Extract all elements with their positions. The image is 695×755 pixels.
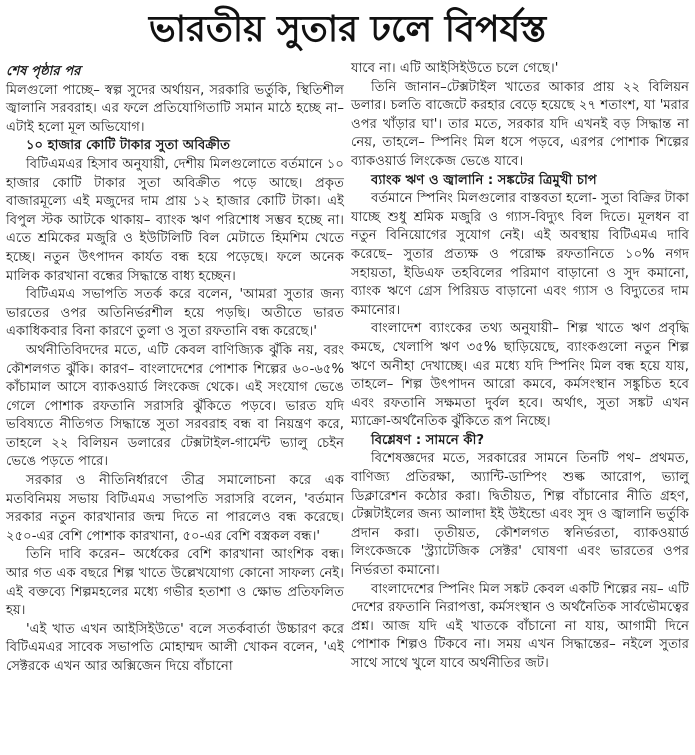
paragraph: বিটিএমএ সভাপতি সতর্ক করে বলেন, 'আমরা সুতার জন্য ভারতের ওপর অতিনির্ভরশীল হয়ে পড়ছি। অতীতে ভারত একাধিকবার বিনা কারণে তুলা ও সুতা রফতানি বন্ধ করেছে।'	[6, 287, 344, 340]
paragraph: তিনি জানান–টেক্সটাইল খাতের আকার প্রায় ২২ বিলিয়ন ডলার। চলতি বাজেটে করহার বেড়ে হয়েছে ২৭ শতাংশ, যা 'মরার ওপর খাঁড়ার ঘা'। তার মতে, সরকার যদি এখনই বড় সিদ্ধান্ত না নেয়, তাহলে– স্পিনিং মিল ধসে পড়বে, এরপর পোশাক শিল্পের ব্যাকওয়ার্ড লিংকেজ ভেঙে যাবে।	[351, 79, 689, 169]
paragraph: বাংলাদেশ ব্যাংকের তথ্য অনুযায়ী– শিল্প খাতে ঋণ প্রবৃদ্ধি কমছে, খেলাপি ঋণ ৩৫% ছাড়িয়েছে, ব্যাংকগুলো নতুন শিল্প ঋণে অনীহা দেখাচ্ছে। এর মধ্যে যদি স্পিনিং মিল বন্ধ হয়ে যায়, তাহলে– শিল্প উৎপাদন আরো কমবে, কর্মসংস্থান সঙ্কুচিত হবে এবং রফতানি সক্ষমতা দুর্বল হবে। অর্থাৎ, সুতা সঙ্কট এখন ম্যাক্রো-অর্থনৈতিক ঝুঁকিতে রূপ নিচ্ছে।	[351, 321, 689, 430]
paragraph: বিটিএমএর হিসাব অনুযায়ী, দেশীয় মিলগুলোতে বর্তমানে ১০ হাজার কোটি টাকার সুতা অবিক্রীত পড়ে আছে। প্রকৃত বাজারমূল্যে এই মজুদের দাম প্রায় ১২ হাজার কোটি টাকা। এই বিপুল স্টক আটকে থাকায়– ব্যাংক ঋণ পরিশোধ সম্ভব হচ্ছে না। এতে শ্রমিকের মজুরি ও ইউটিলিটি বিল মেটাতে হিমশিম খেতে হচ্ছে। নতুন উৎপাদন কার্যত বন্ধ হয়ে পড়েছে। ফলে অনেক মালিক কারখানা বন্ধের সিদ্ধান্তে বাধ্য হচ্ছেন।	[6, 156, 344, 284]
subheading: ব্যাংক ঋণ ও জ্বালানি : সঙ্কটের ত্রিমুখী চাপ	[371, 172, 597, 188]
subheading: বিশ্লেষণ : সামনে কী?	[371, 432, 484, 448]
right-column	[351, 60, 689, 674]
subheading: ১০ হাজার কোটি টাকার সুতা অবিক্রীত	[26, 138, 231, 154]
paragraph: মিলগুলো পাচ্ছে– স্বল্প সুদের অর্থায়ন, সরকারি ভর্তুকি, স্থিতিশীল জ্বালানি সরবরাহ। এর ফলে প্রতিযোগিতাটি সমান মাঠে হচ্ছে না–এটাই হলো মূল অভিযোগ।	[6, 82, 344, 135]
paragraph: 'এই খাত এখন আইসিইউতে' বলে সতর্কবার্তা উচ্চারণ করে বিটিএমএর সাবেক সভাপতি মোহাম্মদ আলী খোকন বলেন, 'এই সেক্টরকে এখন আর অক্সিজেন দিয়ে বাঁচানো	[6, 621, 344, 674]
headline: ভারতীয় সুতার ঢলে বিপর্যস্ত	[148, 9, 547, 50]
paragraph: বিশেষজ্ঞদের মতে, সরকারের সামনে তিনটি পথ– প্রথমত, বাণিজ্য প্রতিরক্ষা, অ্যান্টি-ডাম্পিং শুল্ক আরোপ, ভ্যালু ডিক্লারেশন কঠোর করা। দ্বিতীয়ত, শিল্প বাঁচানোর নীতি গ্রহণ, টেক্সটাইলের জন্য আলাদা ইই উইন্ডো এবং সুদ ও জ্বালানি ভর্তুকি প্রদান করা। তৃতীয়ত, কৌশলগত স্বনির্ভরতা, ব্যাকওয়ার্ড লিংকেজকে 'স্ট্র্যাটেজিক সেক্টর' ঘোষণা এবং ভারতের ওপর নির্ভরতা কমানো।	[351, 451, 689, 579]
paragraph: তিনি দাবি করেন– অর্ধেকের বেশি কারখানা আংশিক বন্ধ। আর গত এক বছরে শিল্প খাতে উল্লেখযোগ্য কোনো সাফল্য নেই। এই বক্তব্যে শিল্পমহলের মধ্যে গভীর হতাশা ও ক্ষোভ প্রতিফলিত হয়।	[6, 547, 344, 619]
paragraph: বর্তমানে স্পিনিং মিলগুলোর বাস্তবতা হলো- সুতা বিক্রির টাকা যাচ্ছে শুধু শ্রমিক মজুরি ও গ্যাস-বিদ্যুৎ বিল দিতে। মূলধন বা নতুন বিনিয়োগের সুযোগ নেই। এই অবস্থায় বিটিএমএ দাবি করেছে– সুতার প্রত্যক্ষ ও পরোক্ষ রফতানিতে ১০% নগদ সহায়তা, ইডিএফ তহবিলের পরিমাণ বাড়ানো ও সুদ কমানো, ব্যাংক ঋণে গ্রেস পিরিয়ড বাড়ানো এবং গ্যাস ও বিদ্যুতের দাম কমানোর।	[351, 191, 689, 318]
paragraph: সরকার ও নীতিনির্ধারণে তীব্র সমালোচনা করে এক মতবিনিময় সভায় বিটিএমএ সভাপতি সরাসরি বলেন, 'বর্তমান সরকার নতুন কারখানার জন্ম দিতে না পারলেও বন্ধ করেছে। ২৫০-এর বেশি পোশাক কারখানা, ৫০-এর বেশি বস্ত্রকল বন্ধ।'	[6, 473, 344, 544]
continued-from-label: শেষ পৃষ্ঠার পর	[6, 64, 81, 79]
paragraph: অর্থনীতিবিদদের মতে, এটি কেবল বাণিজ্যিক ঝুঁকি নয়, বরং কৌশলগত ঝুঁকি। কারণ– বাংলাদেশের পোশাক শিল্পের ৬০-৬৫% কাঁচামাল আসে ব্যাকওয়ার্ড লিংকেজ থেকে। এই সংযোগ ভেঙে গেলে পোশাক রফতানি সরাসরি ঝুঁকিতে পড়বে। ভারত যদি ভবিষ্যতে নীতিগত সিদ্ধান্তে সুতা সরবরাহ বন্ধ বা নিয়ন্ত্রণ করে, তাহলে ২২ বিলিয়ন ডলারের টেক্সটাইল-গার্মেন্ট ভ্যালু চেইন ভেঙে পড়তে পারে।	[6, 342, 344, 470]
paragraph: যাবে না। এটি আইসিইউতে চলে গেছে।'	[351, 61, 559, 76]
paragraph: বাংলাদেশের স্পিনিং মিল সঙ্কট কেবল একটি শিল্পের নয়– এটি দেশের রফতানি নিরাপত্তা, কর্মসংস্থান ও অর্থনৈতিক সার্বভৌমত্বের প্রশ্ন। আজ যদি এই খাতকে বাঁচানো না যায়, আগামী দিনে পোশাক শিল্পও টিকবে না। সময় এখন সিদ্ধান্তের– নইলে সুতার সাথে সাথে খুলে যাবে অর্থনীতির জট।	[351, 581, 689, 671]
left-column	[6, 63, 344, 677]
